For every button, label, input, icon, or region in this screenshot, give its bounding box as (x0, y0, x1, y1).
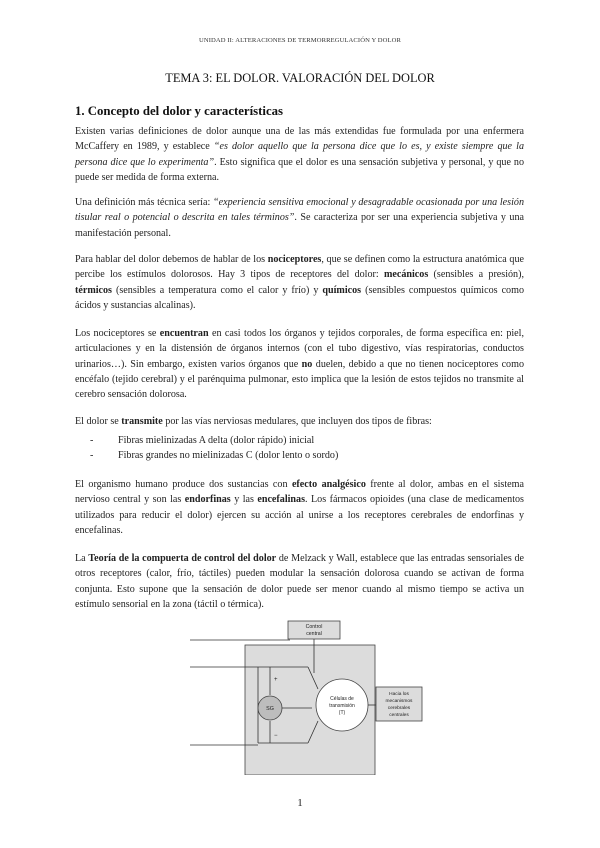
paragraph-location (75, 326, 524, 402)
central-control-label: central (306, 631, 322, 637)
text: Existen varias definiciones de dolor aunque una de las más extendidas fue formulada por una enfermera McCaffery en 1989, y establece (75, 126, 524, 153)
text: El organismo humano produce dos sustancias con (75, 479, 292, 490)
text: Para hablar del dolor debemos de hablar de los (75, 254, 268, 265)
text: (sensibles a presión), (428, 269, 524, 281)
plus-sign: + (274, 677, 278, 683)
transmission-cell-label: Células de (330, 696, 354, 702)
text: (sensibles a temperatura como el calor y frío) y (112, 284, 323, 296)
page-number: 1 (297, 797, 303, 809)
term-encefalinas: encefalinas (257, 494, 306, 506)
term-transmite: transmite (121, 416, 163, 427)
term-mecanicos: mecánicos (383, 269, 429, 281)
text: y las (230, 494, 258, 506)
text: . Se caracteriza por ser una experiencia subjetiva y una manifestación personal. (75, 212, 524, 239)
term-endorfinas: endorfinas (184, 494, 231, 506)
term-termicos: térmicos (75, 284, 112, 296)
gate-control-diagram (190, 615, 430, 775)
paragraph-endorphins (75, 477, 524, 538)
fiber-list (90, 433, 520, 464)
bullet-dash: - (90, 435, 94, 446)
quote-technical: “experiencia sensitiva emocional y desagradable ocasionada por una lesión tisular real o potencial o descrita en tales términos” (75, 197, 524, 224)
text: de Melzack y Wall, establece que las entradas sensoriales de otros receptores (calor, frío, táctiles) pueden modular la sensación dolorosa cuando se activan de forma conjunta. Esto supone que la sensación de dolor puede ser menor cuando al mismo tiempo se activa un estímulo sensorial en la zona (táctil o térmica). (75, 553, 524, 610)
paragraph-transmission (75, 414, 524, 429)
list-item (90, 448, 520, 463)
term-gate-control-theory: Teoría de la compuerta de control del dolor (88, 553, 277, 564)
paragraph-gate-control (75, 551, 524, 612)
transmission-cell-label: (T) (338, 710, 346, 716)
term-quimicos: químicos (322, 284, 362, 296)
minus-sign: − (274, 733, 278, 739)
list-item-text: Fibras grandes no mielinizadas C (dolor lento o sordo) (118, 450, 339, 462)
sg-label: SG (266, 706, 274, 712)
running-header: UNIDAD II: ALTERACIONES DE TERMORREGULACIÓN Y DOLOR (198, 37, 402, 44)
term-nociceptores: nociceptores (267, 254, 322, 265)
paragraph-nociceptors (75, 252, 524, 313)
quote-mccaffery: “es dolor aquello que la persona dice que lo es, y existe siempre que la persona dice que lo experimenta” (75, 141, 524, 168)
text: Los nociceptores se (75, 328, 160, 339)
central-mechanisms-label: centrales (389, 713, 409, 718)
central-mechanisms-label: cerebrales (387, 706, 411, 711)
list-item (90, 433, 520, 448)
text: El dolor se (75, 416, 122, 427)
text: en casi todos los órganos y tejidos corporales, de forma específica en: piel, articulaciones y en la distensión de órganos internos (con el tubo digestivo, vías respiratorias, conductos urinarios…). Sin embargo, existen varios órganos que (75, 328, 524, 370)
text: Una definición más técnica sería: (75, 197, 213, 208)
central-control-label: Control (305, 624, 323, 630)
paragraph-technical-definition (75, 195, 524, 241)
text: frente al dolor, ambas en el sistema nervioso central y son las (75, 479, 524, 506)
text: (sensibles compuestos químicos como ácidos y sustancias alcalinas). (75, 284, 524, 311)
term-no: no (301, 358, 313, 370)
text: por las vías nerviosas medulares, que incluyen dos tipos de fibras: (162, 416, 432, 427)
text: La (75, 553, 89, 564)
text: . Los fármacos opioides (una clase de medicamentos utilizados para reducir el dolor) ejercen su acción al unirse a los receptores cerebrales de endorfinas y encefalinas. (75, 494, 524, 536)
paragraph-definition (75, 124, 524, 185)
text: . Esto significa que el dolor es una sensación subjetiva y personal, y que no puede ser medida de forma externa. (75, 156, 524, 183)
section-heading: 1. Concepto del dolor y características (75, 104, 284, 118)
central-mechanisms-label: mecanismos (385, 699, 413, 704)
text: , que se definen como la estructura anatómica que percibe los estímulos dolorosos. Hay 3 tipos de receptores del dolor: (75, 254, 525, 281)
term-efecto-analgesico: efecto analgésico (291, 479, 366, 490)
page-title: TEMA 3: EL DOLOR. VALORACIÓN DEL DOLOR (165, 71, 435, 85)
list-item-text: Fibras mielinizadas A delta (dolor rápido) inicial (118, 435, 315, 446)
text: duelen, debido a que no tienen nociceptores como encéfalo (tejido cerebral) y el parénquima pulmonar, esto implica que la lesión de estos tejidos no transmite al cerebro sensación dolorosa. (75, 358, 524, 401)
transmission-cell-label: transmisión (329, 703, 355, 709)
central-mechanisms-label: Hacia los (389, 692, 409, 697)
term-encuentran: encuentran (159, 328, 209, 339)
bullet-dash: - (90, 450, 94, 462)
